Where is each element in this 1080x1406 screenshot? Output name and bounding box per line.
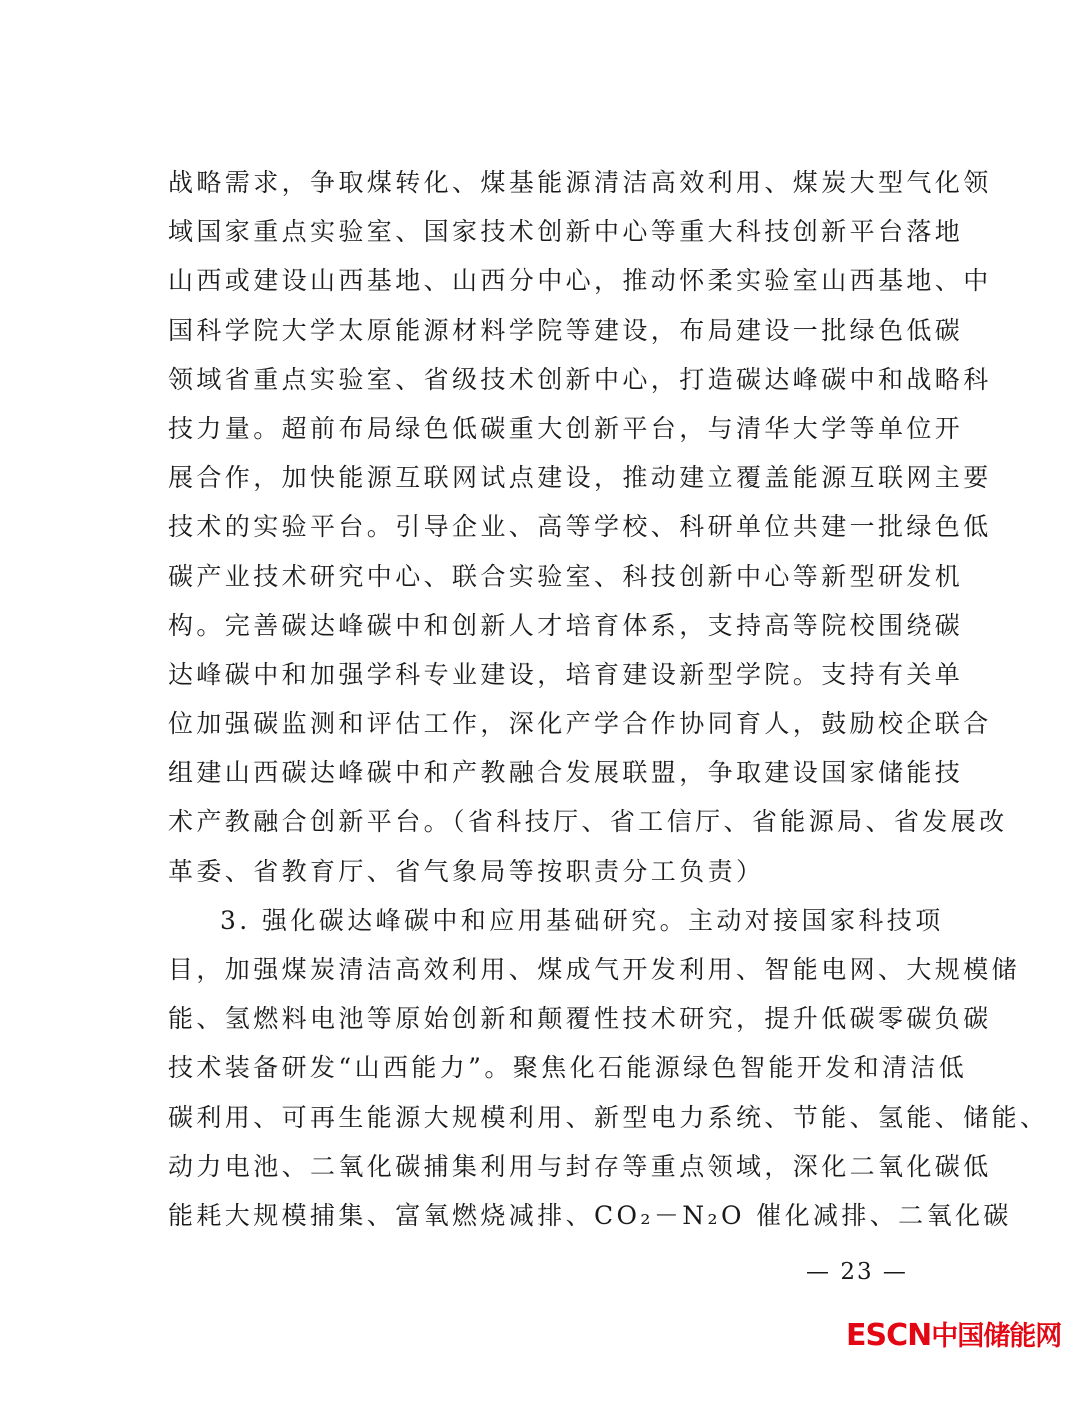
text-line: 技力量。超前布局绿色低碳重大创新平台，与清华大学等单位开 [168, 413, 964, 443]
text-line: 域国家重点实验室、国家技术创新中心等重大科技创新平台落地 [168, 217, 964, 247]
escn-watermark-logo [846, 1314, 1061, 1358]
text-line: 国科学院大学太原能源材料学院等建设，布局建设一批绿色低碳 [168, 315, 964, 345]
watermark-cjk: 中国储能网 [931, 1321, 1062, 1352]
text-line: 战略需求，争取煤转化、煤基能源清洁高效利用、煤炭大型气化领 [168, 168, 992, 197]
text-line: 目，加强煤炭清洁高效利用、煤成气开发利用、智能电网、大规模储 [168, 955, 1021, 984]
text-line: 技术装备研发“山西能力”。聚焦化石能源绿色智能开发和清洁低 [168, 1053, 968, 1083]
text-line: 展合作，加快能源互联网试点建设，推动建立覆盖能源互联网主要 [168, 463, 992, 493]
text-line: 碳利用、可再生能源大规模利用、新型电力系统、节能、氢能、储能、 [168, 1102, 1049, 1132]
section-heading-line: 3. 强化碳达峰碳中和应用基础研究。主动对接国家科技项 [220, 905, 944, 935]
text-line: 组建山西碳达峰碳中和产教融合发展联盟，争取建设国家储能技 [168, 758, 964, 788]
text-line: 动力电池、二氧化碳捕集利用与封存等重点领域，深化二氧化碳低 [168, 1151, 992, 1181]
text-line: 领域省重点实验室、省级技术创新中心，打造碳达峰碳中和战略科 [168, 364, 992, 394]
text-line: 达峰碳中和加强学科专业建设，培育建设新型学院。支持有关单 [168, 659, 964, 689]
text-line: 构。完善碳达峰碳中和创新人才培育体系，支持高等院校围绕碳 [168, 610, 964, 640]
text-line: 山西或建设山西基地、山西分中心，推动怀柔实验室山西基地、中 [168, 266, 992, 296]
text-line: 术产教融合创新平台。（省科技厅、省工信厅、省能源局、省发展改 [168, 807, 1008, 837]
text-line: 能耗大规模捕集、富氧燃烧减排、CO₂－N₂O 催化减排、二氧化碳 [168, 1200, 1012, 1230]
text-line: 碳产业技术研究中心、联合实验室、科技创新中心等新型研发机 [168, 561, 964, 591]
watermark-latin: ESCN [846, 1318, 932, 1353]
text-line: 位加强碳监测和评估工作，深化产学合作协同育人，鼓励校企联合 [168, 709, 992, 739]
page-number: — 23 — [806, 1259, 908, 1285]
body-text [168, 158, 1049, 1240]
text-line: 技术的实验平台。引导企业、高等学校、科研单位共建一批绿色低 [168, 512, 992, 542]
text-line: 能、氢燃料电池等原始创新和颠覆性技术研究，提升低碳零碳负碳 [168, 1004, 992, 1034]
text-line: 革委、省教育厅、省气象局等按职责分工负责） [168, 856, 765, 886]
